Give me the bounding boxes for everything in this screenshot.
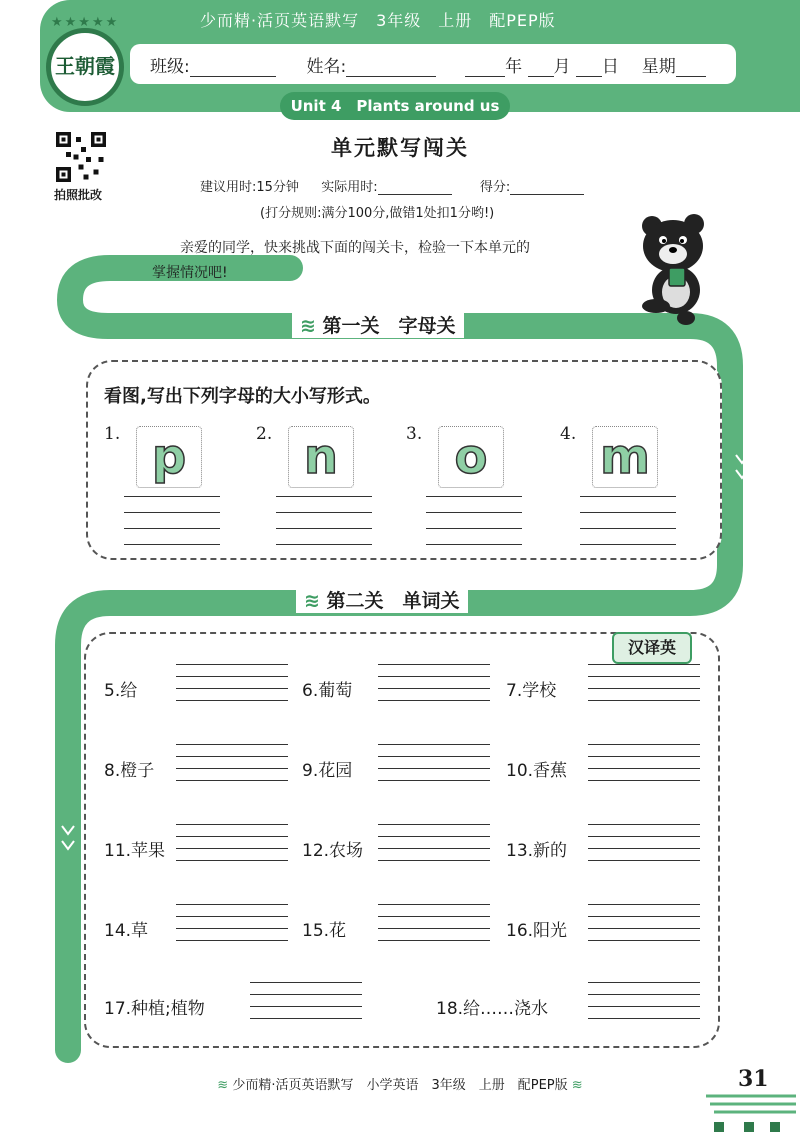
writing-line[interactable] [276,528,372,529]
word-item-number: 8. [104,761,121,781]
writing-line[interactable] [124,544,220,545]
intro-line-1: 亲爱的同学，快来挑战下面的闯关卡，检验一下本单元的 [180,240,530,256]
writing-line[interactable] [176,676,288,677]
word-item [104,676,137,701]
section1-title: 第一关 字母关 [322,315,456,337]
actual-time-field[interactable] [378,180,452,195]
actual-time-label: 实际用时: [321,180,378,195]
year-field[interactable] [465,58,505,77]
word-item-chinese: 给 [120,681,138,701]
wave-icon: ≋ [217,1078,229,1093]
writing-line[interactable] [378,916,490,917]
word-item-number: 18. [436,999,464,1019]
writing-line[interactable] [378,756,490,757]
writing-line[interactable] [588,904,700,905]
writing-line[interactable] [124,528,220,529]
word-item [302,836,363,861]
writing-line[interactable] [124,496,220,497]
writing-line[interactable] [250,1018,362,1019]
writing-line[interactable] [176,756,288,757]
scoring-rule: (打分规则:满分100分,做错1处扣1分哟!) [260,206,495,221]
wave-icon: ≋ [571,1078,583,1093]
word-item-number: 6. [302,681,319,701]
word-item [302,756,352,781]
writing-line[interactable] [378,664,490,665]
translate-tag: 汉译英 [612,632,692,664]
writing-line[interactable] [426,528,522,529]
word-item-chinese: 新的 [533,841,568,861]
writing-line[interactable] [588,676,700,677]
word-item [104,836,165,861]
writing-line[interactable] [378,780,490,781]
word-item-number: 17. [104,999,132,1019]
letter-glyph: n [303,429,339,485]
logo-text: 王朝霞 [55,54,115,78]
word-item-chinese: 草 [131,921,149,941]
writing-line[interactable] [276,544,372,545]
word-item [302,676,352,701]
publisher-logo [46,15,124,106]
time-score-row [200,176,584,195]
writing-line[interactable] [580,512,676,513]
writing-line[interactable] [588,860,700,861]
writing-line[interactable] [176,916,288,917]
word-item-chinese: 橙子 [120,761,155,781]
writing-line[interactable] [176,688,288,689]
letter-picture [438,426,504,488]
writing-line[interactable] [176,664,288,665]
year-label: 年 [505,57,523,77]
writing-line[interactable] [588,664,700,665]
writing-line[interactable] [176,940,288,941]
writing-line[interactable] [588,848,700,849]
letter-glyph: m [599,429,650,485]
writing-line[interactable] [378,904,490,905]
word-item [436,994,548,1019]
word-item-chinese: 苹果 [131,841,166,861]
writing-line[interactable] [378,700,490,701]
letter-picture [592,426,658,488]
unit-title: Unit 4 Plants around us [280,92,510,120]
writing-line[interactable] [176,824,288,825]
word-item-chinese: 花 [329,921,347,941]
logo-stars: ★★★★★ [51,15,120,30]
writing-line[interactable] [426,512,522,513]
footer [0,1074,800,1093]
qr-label: 拍照批改 [54,188,103,202]
writing-line[interactable] [124,512,220,513]
weekday-field[interactable] [676,58,706,77]
word-item-number: 12. [302,841,330,861]
section1-heading [292,311,464,338]
word-item-number: 16. [506,921,534,941]
writing-line[interactable] [588,1018,700,1019]
footer-text: 少而精·活页英语默写 小学英语 3年级 上册 配PEP版 [232,1078,568,1093]
writing-line[interactable] [580,528,676,529]
word-item [104,994,205,1019]
writing-line[interactable] [426,544,522,545]
writing-line[interactable] [588,768,700,769]
writing-line[interactable] [588,928,700,929]
writing-line[interactable] [588,994,700,995]
word-item-number: 13. [506,841,534,861]
word-item-chinese: 给……浇水 [463,999,549,1019]
writing-line[interactable] [378,824,490,825]
writing-line[interactable] [580,496,676,497]
writing-line[interactable] [378,848,490,849]
writing-line[interactable] [588,836,700,837]
class-label: 班级: [150,57,190,77]
word-item [506,916,567,941]
word-item-chinese: 种植;植物 [131,999,205,1019]
writing-line[interactable] [378,928,490,929]
word-item-number: 14. [104,921,132,941]
letter-item-number: 1. [104,424,121,444]
writing-line[interactable] [378,940,490,941]
weekday-label: 星期 [641,57,676,77]
letter-item-number: 2. [256,424,273,444]
day-label: 日 [601,57,619,77]
writing-line[interactable] [426,496,522,497]
writing-line[interactable] [176,780,288,781]
class-field[interactable] [190,58,276,77]
wave-icon: ≋ [304,590,320,612]
letter-item-number: 4. [560,424,577,444]
word-item [506,836,567,861]
writing-line[interactable] [588,982,700,983]
writing-line[interactable] [176,928,288,929]
writing-line[interactable] [588,688,700,689]
letter-picture [288,426,354,488]
word-item-number: 10. [506,761,534,781]
writing-line[interactable] [588,744,700,745]
page-title: 单元默写闯关 [331,136,469,160]
bear-mascot-icon [636,210,716,326]
word-item [104,916,148,941]
writing-line[interactable] [378,768,490,769]
score-field[interactable] [510,180,584,195]
word-item [302,916,346,941]
word-item-chinese: 香蕉 [533,761,568,781]
writing-line[interactable] [250,1006,362,1007]
intro-line-2: 掌握情况吧! [152,265,228,281]
writing-line[interactable] [378,676,490,677]
word-item-number: 15. [302,921,330,941]
section2-heading [296,586,468,613]
writing-line[interactable] [588,780,700,781]
word-item [104,756,154,781]
page-number: 31 [738,1066,769,1092]
word-item-chinese: 花园 [318,761,353,781]
word-item-number: 7. [506,681,523,701]
writing-line[interactable] [176,768,288,769]
writing-line[interactable] [378,744,490,745]
writing-line[interactable] [176,848,288,849]
writing-line[interactable] [176,860,288,861]
writing-line[interactable] [588,916,700,917]
writing-line[interactable] [378,836,490,837]
letter-glyph: p [151,429,187,485]
word-item [506,756,567,781]
score-label: 得分: [479,180,511,195]
letter-item-number: 3. [406,424,423,444]
suggested-time: 建议用时:15分钟 [200,180,299,195]
word-item-number: 5. [104,681,121,701]
writing-line[interactable] [176,700,288,701]
letter-picture [136,426,202,488]
section2-title: 第二关 单词关 [326,590,460,612]
student-info-fields [150,52,706,77]
section1-instruction: 看图,写出下列字母的大小写形式。 [104,386,381,407]
word-item-chinese: 葡萄 [318,681,353,701]
writing-line[interactable] [588,1006,700,1007]
page-corner-deco [700,1082,800,1132]
writing-line[interactable] [588,940,700,941]
letter-glyph: o [454,429,488,485]
word-item-chinese: 学校 [522,681,557,701]
name-field[interactable] [346,58,436,77]
writing-line[interactable] [176,836,288,837]
writing-line[interactable] [250,994,362,995]
word-item [506,676,556,701]
day-field[interactable] [576,58,602,77]
series-title: 少而精·活页英语默写 3年级 上册 配PEP版 [200,11,556,30]
writing-line[interactable] [580,544,676,545]
month-field[interactable] [528,58,554,77]
writing-line[interactable] [378,688,490,689]
word-item-chinese: 阳光 [533,921,568,941]
writing-line[interactable] [276,496,372,497]
writing-line[interactable] [588,700,700,701]
word-item-number: 9. [302,761,319,781]
writing-line[interactable] [378,860,490,861]
writing-line[interactable] [588,756,700,757]
writing-line[interactable] [176,904,288,905]
word-item-number: 11. [104,841,132,861]
writing-line[interactable] [276,512,372,513]
writing-line[interactable] [250,982,362,983]
month-label: 月 [553,57,571,77]
writing-line[interactable] [176,744,288,745]
wave-icon: ≋ [300,315,316,337]
writing-line[interactable] [588,824,700,825]
section2-box [84,632,720,1048]
name-label: 姓名: [306,57,347,77]
word-item-chinese: 农场 [329,841,364,861]
